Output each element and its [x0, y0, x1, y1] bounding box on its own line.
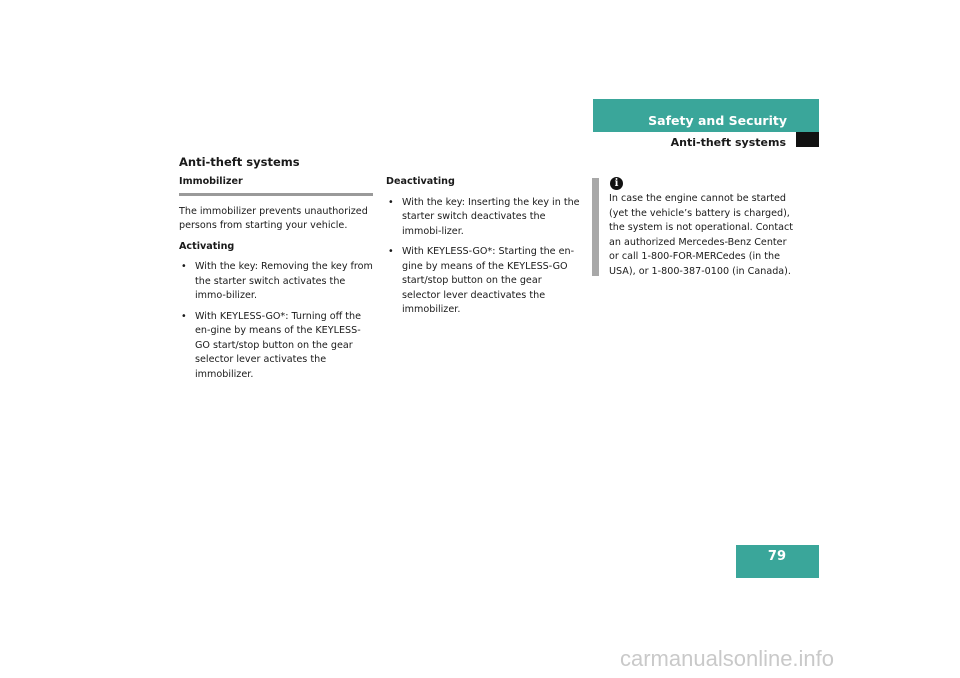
note-text: In case the engine cannot be started (yet the vehicle’s battery is charged), the system is not operational. Contact an authorized Mercedes-Benz Center or call 1-800-FOR-MERCedes (in the USA), or 1-800-387-0100 (in Canada).: [609, 193, 794, 277]
immobilizer-heading: Immobilizer: [179, 175, 373, 196]
immobilizer-intro: The immobilizer prevents unauthorized persons from starting your vehicle.: [179, 205, 368, 231]
note-sidebar-bar: [592, 178, 599, 276]
section-header: Anti-theft systems: [670, 136, 786, 149]
bullet-icon: •: [181, 310, 187, 322]
list-item: • With the key: Removing the key from the starter switch activates the immo-bilizer.: [181, 261, 373, 301]
list-item: • With the key: Inserting the key in the starter switch deactivates the immobi-lizer.: [388, 196, 580, 237]
bullet-icon: •: [181, 261, 187, 272]
bullet-icon: •: [388, 246, 394, 257]
watermark: carmanualsonline.info: [620, 646, 835, 671]
list-item: • With KEYLESS-GO*: Turning off the en-gine by means of the KEYLESS-GO start/stop button on the gear selector lever activates the immobilizer.: [181, 310, 362, 380]
section-tab-marker: [796, 132, 819, 147]
chapter-header: [593, 99, 819, 132]
info-icon: i: [610, 177, 623, 190]
chapter-title: Safety and Security: [648, 113, 787, 128]
left-column: [179, 175, 373, 382]
middle-column: [386, 175, 581, 318]
deactivating-label: Deactivating: [386, 176, 455, 187]
activating-label: Activating: [179, 240, 235, 252]
bullet-icon: •: [388, 196, 394, 208]
list-item: • With KEYLESS-GO*: Starting the en-gine by means of the KEYLESS-GO start/stop button on the gear selector lever deactivates the immobilizer.: [388, 246, 575, 315]
page-title: Anti-theft systems: [179, 155, 300, 169]
page-number: 79: [736, 545, 819, 578]
